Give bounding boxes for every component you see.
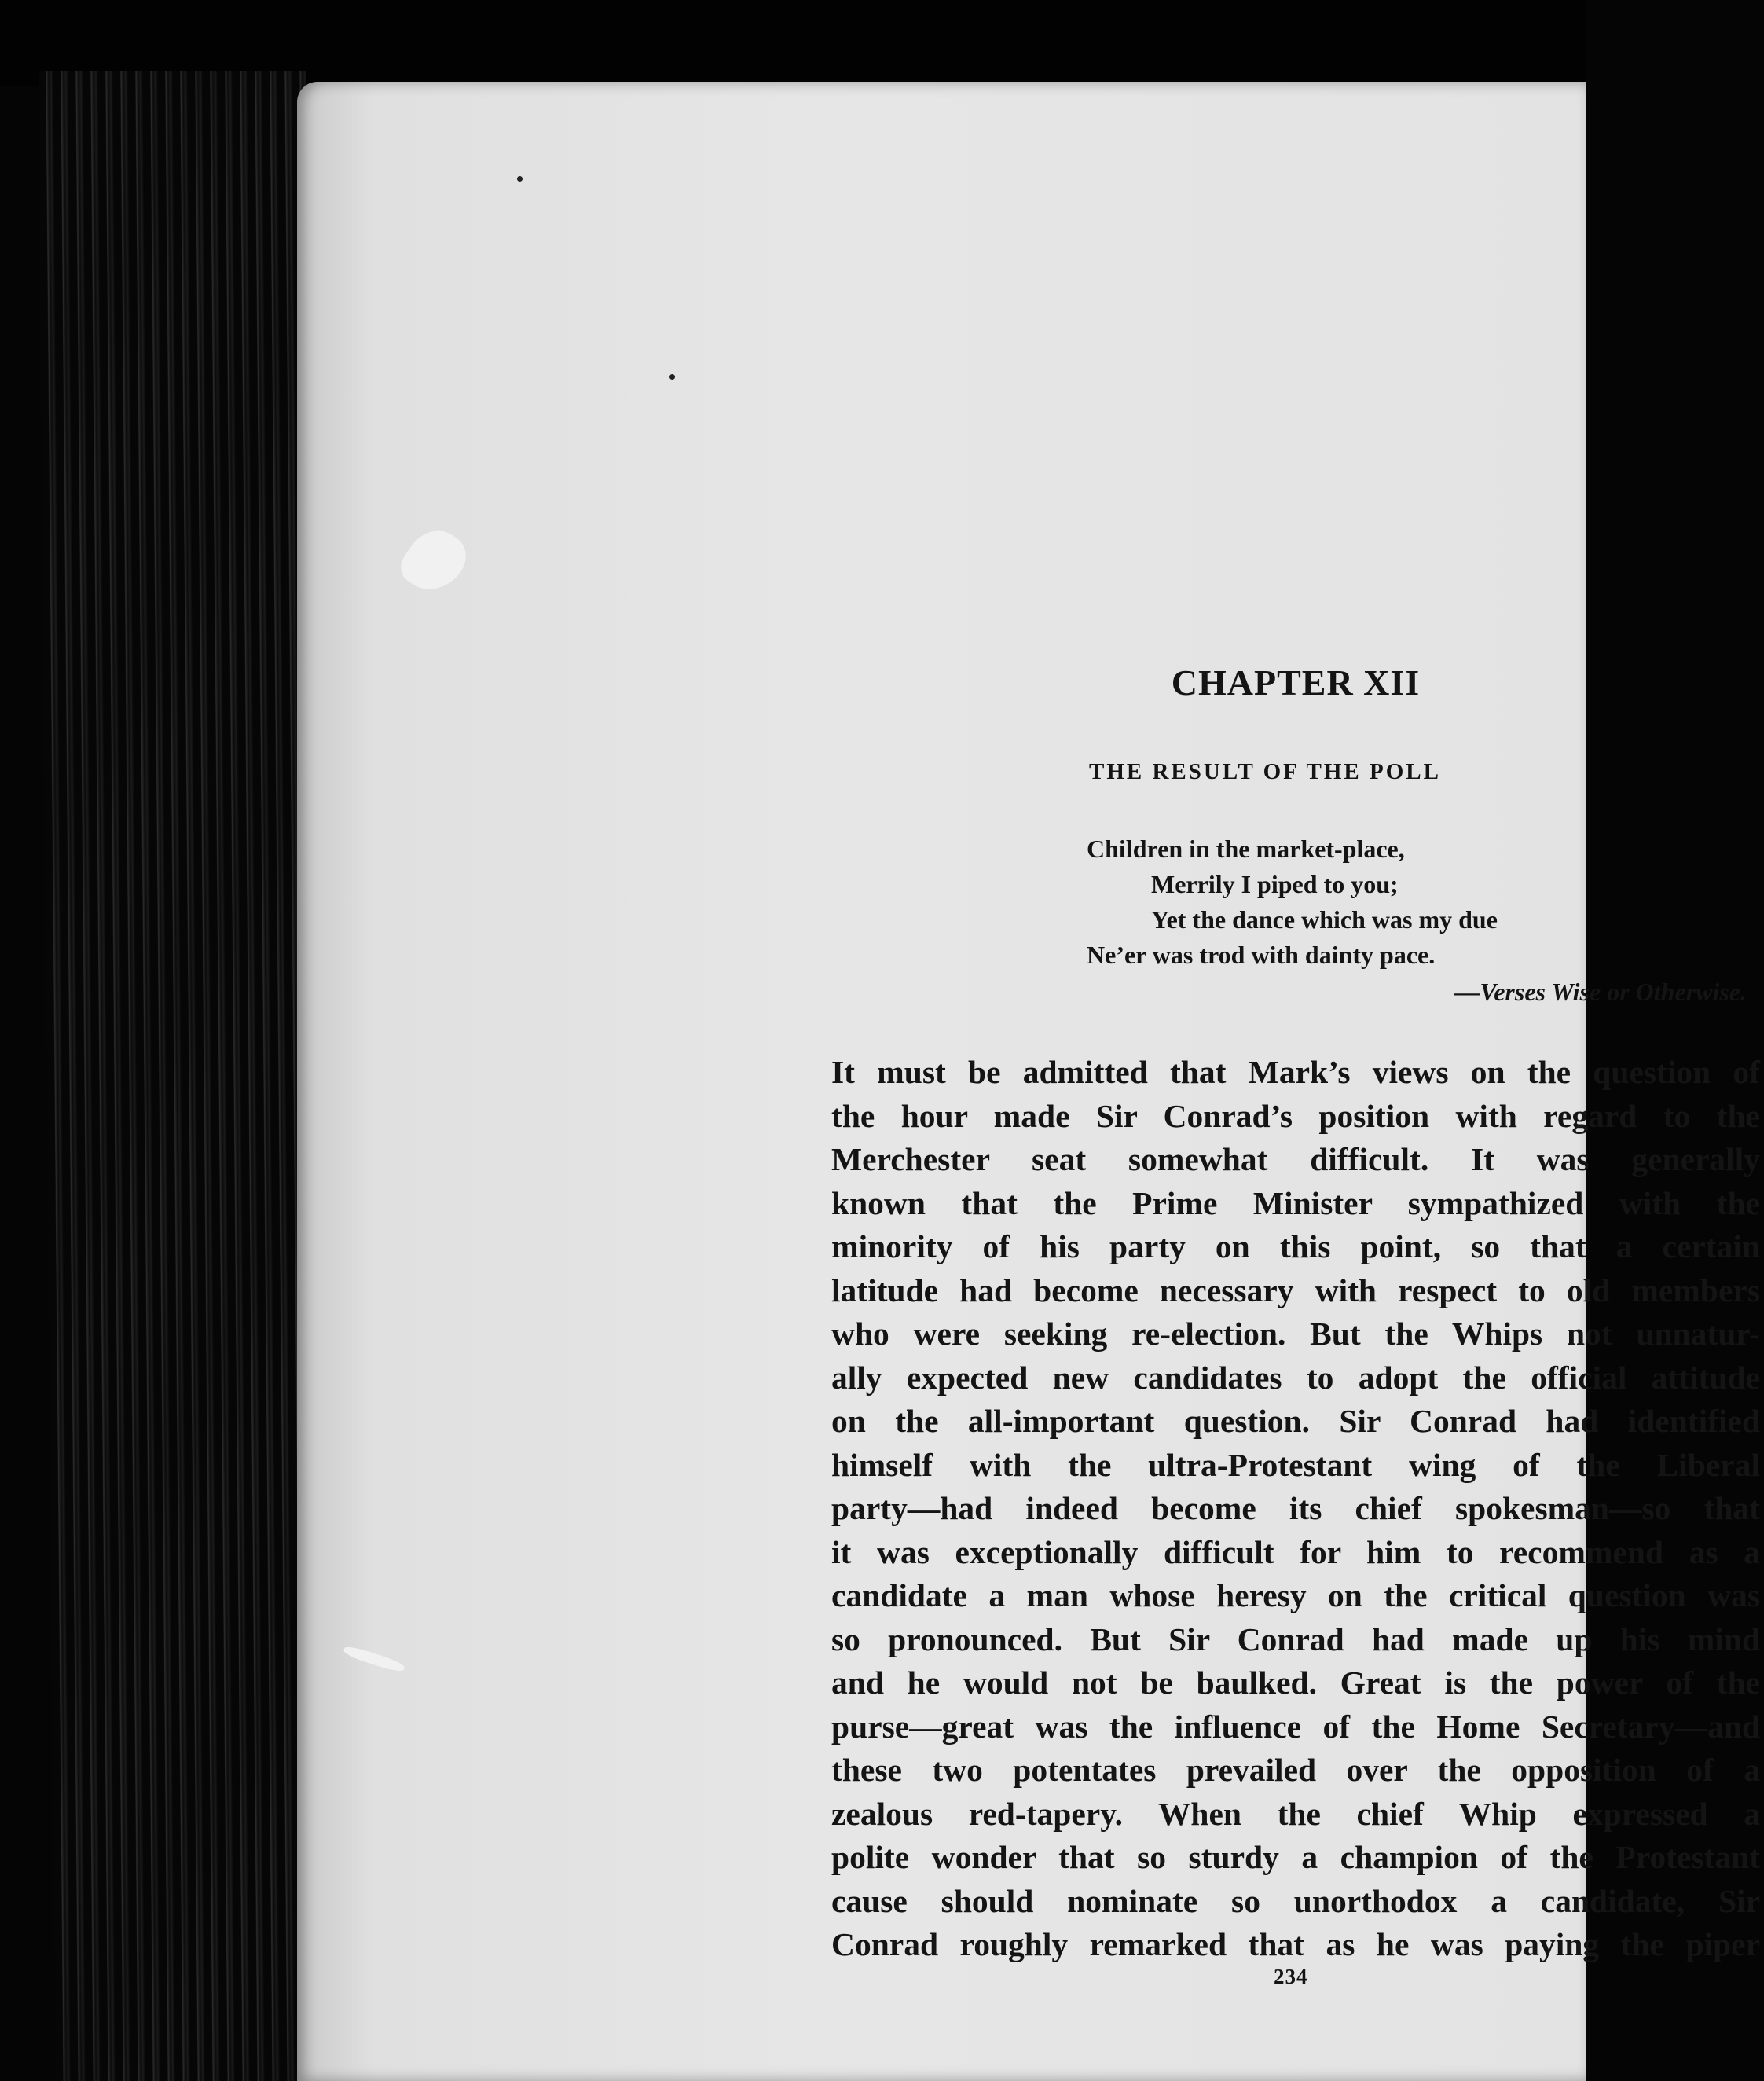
book-page: [297, 82, 1760, 2081]
body-line: cause should nominate so unorthodox a candidate, Sir: [831, 1882, 1760, 1919]
body-line: himself with the ultra-Protestant wing of the Liberal: [831, 1446, 1760, 1483]
body-line: it was exceptionally difficult for him to recommend as a: [831, 1533, 1760, 1570]
body-line: polite wonder that so sturdy a champion of the Protestant: [831, 1839, 1760, 1875]
body-line: ally expected new candidates to adopt the official attitude: [831, 1359, 1760, 1396]
body-line: candidate a man whose heresy on the critical question was: [831, 1577, 1760, 1613]
body-line: on the all-important question. Sir Conrad had identified: [831, 1403, 1760, 1439]
body-paragraph: [831, 1051, 1760, 1967]
epigraph-line: Yet the dance which was my due: [1151, 905, 1498, 934]
body-line: purse—great was the influence of the Home Secretary—and: [831, 1708, 1760, 1745]
paper-speck: [517, 176, 523, 182]
paper-blemish: [394, 519, 475, 603]
epigraph: [1087, 831, 1764, 1009]
epigraph-line: Children in the market-place,: [1087, 835, 1405, 863]
body-line: latitude had become necessary with respect to old members: [831, 1272, 1760, 1308]
body-line: known that the Prime Minister sympathized with the: [831, 1184, 1760, 1221]
body-line: minority of his party on this point, so that a certain: [831, 1228, 1760, 1264]
body-line: Conrad roughly remarked that as he was paying the piper: [831, 1926, 1760, 1962]
section-title: THE RESULT OF THE POLL: [1089, 759, 1441, 784]
body-line: zealous red-tapery. When the chief Whip expressed a: [831, 1795, 1760, 1832]
paper-blemish: [343, 1644, 405, 1674]
chapter-title: CHAPTER XII: [1171, 662, 1421, 703]
body-line: and he would not be baulked. Great is the power of the: [831, 1664, 1760, 1701]
body-line: Merchester seat somewhat difficult. It was generally: [831, 1141, 1760, 1177]
epigraph-attribution: —Verses Wise or Otherwise.: [1454, 978, 1747, 1006]
body-line: who were seeking re-election. But the Whips not unnatur-: [831, 1316, 1760, 1352]
body-line: party—had indeed become its chief spokesman—so that: [831, 1490, 1760, 1526]
body-line: the hour made Sir Conrad’s position with regard to the: [831, 1097, 1760, 1134]
epigraph-line: Ne’er was trod with dainty pace.: [1087, 941, 1436, 969]
body-line: these two potentates prevailed over the opposition of a: [831, 1752, 1760, 1788]
body-line: so pronounced. But Sir Conrad had made up his mind: [831, 1620, 1760, 1657]
page-number: 234: [1274, 1965, 1308, 1988]
body-line: It must be admitted that Mark’s views on the question of: [831, 1054, 1760, 1090]
book-page-edges: [39, 71, 323, 2081]
paper-speck: [669, 374, 675, 380]
epigraph-line: Merrily I piped to you;: [1151, 870, 1399, 898]
